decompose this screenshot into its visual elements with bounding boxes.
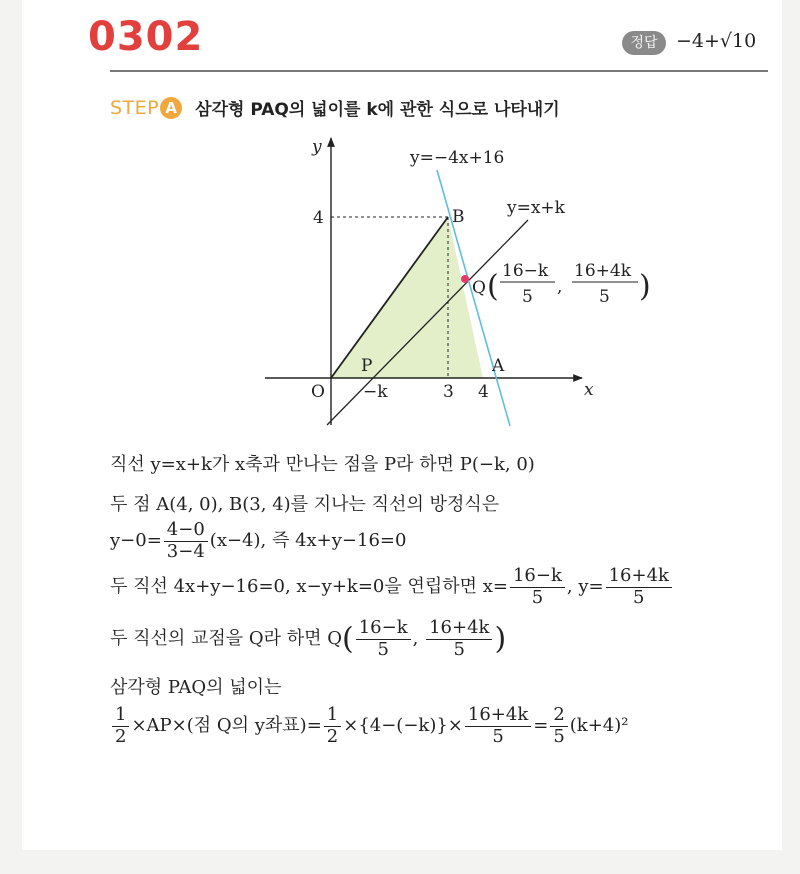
line3-lhs: y−0=: [110, 530, 162, 552]
line4-mid: , y=: [566, 576, 604, 598]
line4-pre: 두 직선 4x+y−16=0, x−y+k=0을 연립하면 x=: [110, 576, 508, 598]
area-text-1: ×AP×(점 Q의 y좌표)=: [131, 715, 322, 737]
q-y-coord-fraction: [465, 705, 531, 747]
y-axis-label: y: [312, 137, 322, 157]
q-x-numerator: 16−k: [502, 261, 549, 281]
tf-num: 2: [550, 705, 567, 727]
point-Q-marker: [461, 275, 469, 283]
x-tick-4: 4: [478, 382, 489, 402]
equation-blue-line: y=−4x+16: [410, 148, 505, 168]
q-open-paren: (: [487, 269, 499, 304]
q-comma: ,: [557, 277, 563, 297]
close-paren: ): [494, 621, 507, 657]
y-sol-denominator: 5: [633, 586, 645, 608]
area-text-2: ×{4−(−k)}×: [343, 715, 463, 737]
origin-label: O: [311, 382, 325, 402]
x-solution-fraction: [510, 566, 565, 608]
solution-line-1: 직선 y=x+k가 x축과 만나는 점을 P라 하면 P(−k, 0): [110, 454, 535, 475]
half-fraction-1: [112, 705, 129, 747]
area-text-3: =: [533, 715, 549, 737]
x-sol-denominator: 5: [531, 586, 544, 608]
x-sol-numerator: 16−k: [510, 566, 565, 588]
solution-line-3: [110, 520, 406, 562]
y-solution-fraction: [606, 566, 672, 608]
q-y-fraction: [426, 618, 492, 660]
solution-line-5: [110, 618, 506, 660]
line3-rhs: (x−4), 즉 4x+y−16=0: [209, 530, 407, 552]
y-tick-4: 4: [313, 208, 324, 228]
q-x-fraction: [356, 618, 411, 660]
answer-badge: 정답: [622, 31, 666, 55]
qy-den: 5: [492, 725, 504, 747]
half2-den: 2: [326, 725, 339, 747]
q-x-den: 5: [377, 638, 389, 660]
step-label: STEP: [110, 96, 160, 119]
triangle-fill: [331, 217, 483, 378]
solution-line-7: [110, 705, 628, 747]
step-title: 삼각형 PAQ의 넓이를 k에 관한 식으로 나타내기: [195, 100, 560, 120]
q-x-denominator: 5: [522, 287, 533, 307]
half-fraction-2: [324, 705, 341, 747]
q-x-num: 16−k: [356, 618, 411, 640]
point-B-label: B: [452, 207, 465, 227]
tf-den: 5: [553, 725, 565, 747]
equation-black-line: y=x+k: [507, 198, 565, 218]
y-sol-numerator: 16+4k: [606, 566, 672, 588]
q-y-denominator: 5: [599, 287, 610, 307]
solution-line-6: 삼각형 PAQ의 넓이는: [110, 677, 282, 698]
x-tick-negk: −k: [363, 382, 388, 402]
x-axis-label: x: [584, 380, 594, 400]
line5-pre: 두 직선의 교점을 Q라 하면 Q: [110, 628, 343, 650]
comma: ,: [412, 628, 425, 650]
slope-denominator: 3−4: [166, 540, 205, 562]
step-letter-badge: A: [160, 97, 182, 119]
solution-line-4: [110, 566, 674, 608]
two-fifths-fraction: [550, 705, 567, 747]
q-close-paren: ): [639, 269, 651, 304]
half1-den: 2: [115, 725, 127, 747]
area-result: (k+4)²: [569, 715, 629, 737]
qy-num: 16+4k: [465, 705, 531, 727]
point-P-label: P: [361, 356, 373, 376]
solution-line-2: 두 점 A(4, 0), B(3, 4)를 지나는 직선의 방정식은: [110, 494, 500, 515]
q-y-num: 16+4k: [426, 618, 492, 640]
answer-value: −4+√10: [676, 30, 757, 52]
half2-num: 1: [324, 705, 341, 727]
slope-fraction: [164, 520, 208, 562]
problem-number: 0302: [88, 14, 204, 60]
half1-num: 1: [112, 705, 129, 727]
q-y-numerator: 16+4k: [574, 261, 631, 281]
open-paren: (: [342, 621, 354, 657]
x-tick-3: 3: [443, 382, 454, 402]
point-A-label: A: [492, 356, 505, 376]
slope-numerator: 4−0: [164, 520, 208, 542]
q-y-den: 5: [453, 638, 465, 660]
point-Q-label: Q: [472, 278, 486, 298]
